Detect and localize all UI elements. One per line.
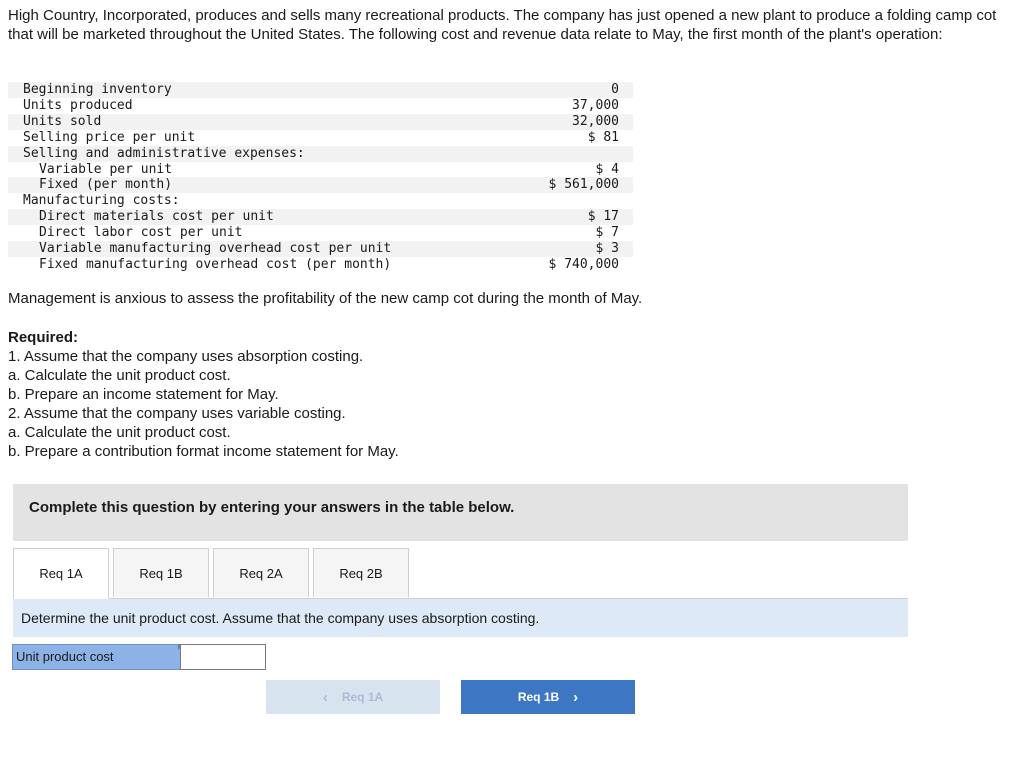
required-item: a. Calculate the unit product cost. (8, 367, 231, 384)
table-row (8, 225, 633, 241)
row-label: Manufacturing costs: (23, 193, 180, 209)
row-value (499, 146, 633, 162)
row-value: $ 740,000 (548, 256, 619, 272)
row-label: Fixed manufacturing overhead cost (per month) (39, 256, 392, 272)
row-label: Selling price per unit (23, 129, 196, 145)
table-row (8, 98, 633, 114)
table-row (8, 257, 633, 273)
row-value: 32,000 (499, 114, 633, 130)
instruction-text: Complete this question by entering your answers in the table below. (29, 499, 515, 516)
row-value (499, 193, 633, 209)
management-text: Management is anxious to assess the profitability of the new camp cot during the month of May. (8, 290, 643, 307)
next-req-button[interactable] (461, 680, 635, 714)
row-value: $ 17 (499, 209, 633, 225)
table-row (8, 241, 633, 257)
next-req-label: Req 1B (517, 690, 560, 704)
unit-product-cost-label: Unit product cost (12, 644, 182, 670)
required-item: b. Prepare an income statement for May. (8, 386, 279, 403)
row-value: $ 81 (587, 129, 619, 145)
required-title: Required: (8, 329, 79, 346)
table-row (8, 130, 633, 146)
row-label: Direct labor cost per unit (39, 225, 243, 241)
row-value: $ 7 (595, 225, 619, 241)
chevron-right-icon: › (573, 688, 579, 706)
required-section (8, 328, 399, 461)
row-label: Units sold (8, 114, 499, 130)
prev-req-label: Req 1A (341, 690, 384, 704)
row-label: Variable manufacturing overhead cost per unit (8, 241, 499, 257)
cost-revenue-table (8, 82, 633, 273)
tab-req-1b[interactable]: Req 1B (113, 548, 209, 597)
required-item: a. Calculate the unit product cost. (8, 424, 231, 441)
problem-intro: High Country, Incorporated, produces and sells many recreational products. The company has just opened a new plant to produce a folding camp cot that will be marketed throughout the United States. The following cost and revenue data relate to May, the first month of the plant's operation: (8, 7, 997, 43)
question-prompt (13, 599, 908, 637)
row-label: Beginning inventory (8, 82, 499, 98)
table-row (8, 82, 633, 98)
table-row (8, 162, 633, 178)
table-row (8, 209, 633, 225)
row-value: 0 (499, 82, 633, 98)
row-value: $ 561,000 (499, 177, 633, 193)
required-item: b. Prepare a contribution format income statement for May. (8, 443, 399, 460)
row-label: Units produced (23, 97, 133, 113)
row-label: Variable per unit (39, 161, 173, 177)
tab-req-2a[interactable]: Req 2A (213, 548, 309, 597)
table-row (8, 177, 633, 193)
unit-product-cost-input[interactable] (180, 644, 266, 670)
row-label: Direct materials cost per unit (8, 209, 499, 225)
chevron-left-icon: ‹ (322, 688, 328, 706)
row-label: Selling and administrative expenses: (8, 146, 499, 162)
tab-req-1a[interactable]: Req 1A (13, 548, 109, 599)
prev-req-button[interactable] (266, 680, 440, 714)
required-item: 1. Assume that the company uses absorption costing. (8, 348, 364, 365)
table-row (8, 146, 633, 162)
row-value: $ 3 (499, 241, 633, 257)
table-row (8, 193, 633, 209)
row-value: $ 4 (595, 161, 619, 177)
table-row (8, 114, 633, 130)
row-label: Fixed (per month) (8, 177, 499, 193)
tab-req-2b[interactable]: Req 2B (313, 548, 409, 597)
prompt-text: Determine the unit product cost. Assume that the company uses absorption costing. (21, 610, 540, 626)
required-item: 2. Assume that the company uses variable costing. (8, 405, 346, 422)
instruction-box (13, 484, 908, 541)
row-value: 37,000 (572, 97, 619, 113)
